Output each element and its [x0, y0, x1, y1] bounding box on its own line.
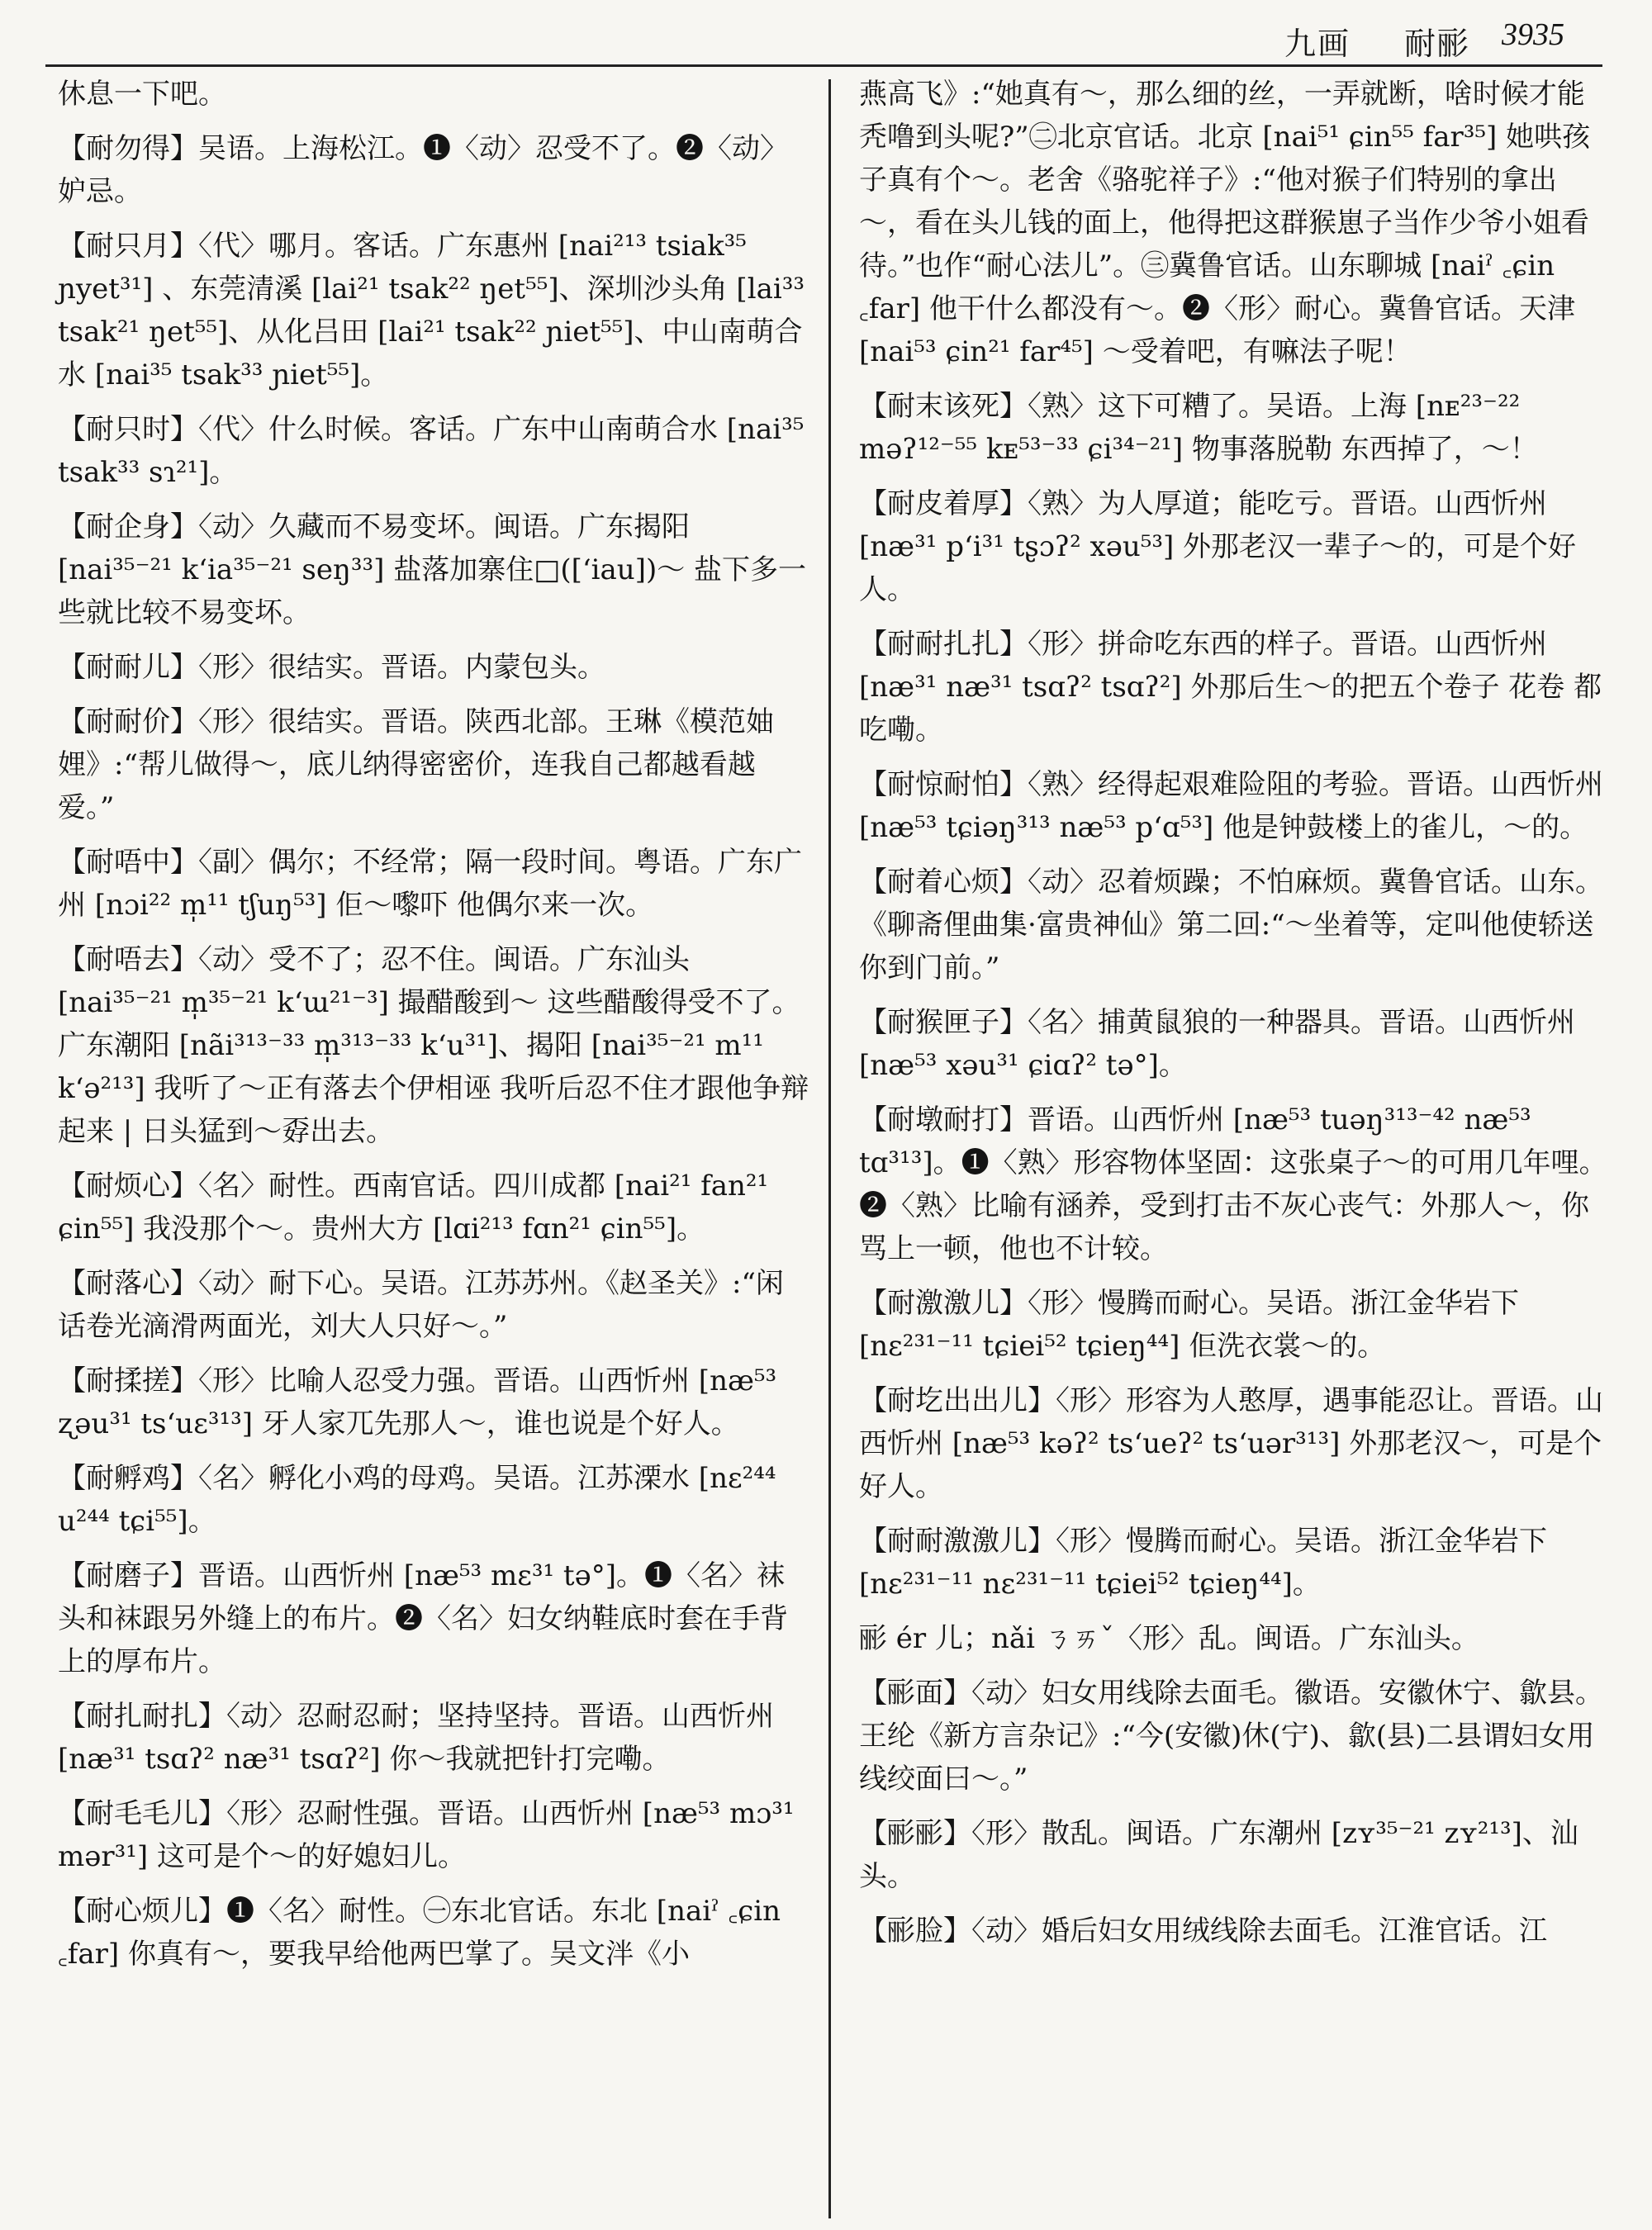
entry: 【耐扎耐扎】〈动〉忍耐忍耐；坚持坚持。晋语。山西忻州 [næ³¹ tsɑʔ² næ³¹ tsɑʔ²] 你～我就把针打完嘞。 [58, 1700, 774, 1776]
entry: 【耐孵鸡】〈名〉孵化小鸡的母鸡。吴语。江苏溧水 [nɛ²⁴⁴ u²⁴⁴ tɕi⁵⁵]。 [58, 1462, 776, 1538]
page-number: 3935 [1502, 17, 1564, 52]
right-column [859, 73, 1611, 1964]
entry: 【耐企身】〈动〉久藏而不易变坏。闽语。广东揭阳 [nai³⁵⁻²¹ kʻia³⁵⁻²¹ seŋ³³] 盐落加寨住□([ʻiau])～ 盐下多一些就比较不易变坏。 [58, 510, 807, 629]
entry: 【耐勿得】吴语。上海松江。❶〈动〉忍受不了。❷〈动〉妒忌。 [58, 132, 788, 208]
entry: 【耐末该死】〈熟〉这下可糟了。吴语。上海 [nᴇ²³⁻²² məʔ¹²⁻⁵⁵ kᴇ⁵³⁻³³ ɕi³⁴⁻²¹] 物事落脱勒 东西掉了，～！ [859, 390, 1538, 466]
entry: 【耐惊耐怕】〈熟〉经得起艰难险阻的考验。晋语。山西忻州 [næ⁵³ tɕiəŋ³¹³ næ⁵³ pʻɑ⁵³] 他是钟鼓楼上的雀儿，～的。 [859, 768, 1603, 844]
entry: 【彨彨】〈形〉散乱。闽语。广东潮州 [zʏ³⁵⁻²¹ zʏ²¹³]、汕头。 [859, 1817, 1578, 1893]
entry: 【耐揉搓】〈形〉比喻人忍受力强。晋语。山西忻州 [næ⁵³ ʐəu³¹ tsʻuɛ³¹³] 牙人家兀先那人～，谁也说是个好人。 [58, 1364, 777, 1440]
left-column [58, 73, 809, 1987]
header-characters: 耐彨 [1404, 26, 1471, 62]
entry: 【耐耐扎扎】〈形〉拼命吃东西的样子。晋语。山西忻州 [næ³¹ næ³¹ tsɑʔ² tsɑʔ²] 外那后生～的把五个卷子 花卷 都吃嘞。 [859, 628, 1602, 747]
entry: 燕高飞》:“她真有～，那么细的丝，一弄就断，啥时候才能秃噜到头呢?”㊁北京官话。北京 [nai⁵¹ ɕin⁵⁵ far³⁵] 她哄孩子真有个～。老舍《骆驼祥子》:“他对猴子们特别的拿出～，看在头儿钱的面上，他得把这群猴崽子当作少爷小姐看待。”也作“耐心法儿”。㊂冀鲁官话。山东聊城 [naiˀ ꜀ɕin ꜀far] 他干什么都没有～。❷〈形〉耐心。冀鲁官话。天津 [nai⁵³ ɕin²¹ far⁴⁵] ～受着吧，有嘛法子呢！ [859, 78, 1591, 368]
entry: 【耐心烦儿】❶〈名〉耐性。㊀东北官话。东北 [naiˀ ꜀ɕin ꜀far] 你真有～，要我早给他两巴掌了。吴文泮《小 [58, 1895, 781, 1971]
entry: 【耐猴匣子】〈名〉捕黄鼠狼的一种器具。晋语。山西忻州 [næ⁵³ xəu³¹ ɕiɑʔ² tə°]。 [859, 1006, 1575, 1082]
entry: 【耐落心】〈动〉耐下心。吴语。江苏苏州。《赵圣关》:“闲话卷光滴滑两面光，刘大人只好～。” [58, 1267, 784, 1343]
entry: 【耐皮着厚】〈熟〉为人厚道；能吃亏。晋语。山西忻州 [næ³¹ pʻi³¹ tʂɔʔ² xəu⁵³] 外那老汉一辈子～的，可是个好人。 [859, 487, 1577, 606]
entry: 【耐唔去】〈动〉受不了；忍不住。闽语。广东汕头 [nai³⁵⁻²¹ m̩³⁵⁻²¹ kʻɯ²¹⁻³] 撮醋酸到～ 这些醋酸得受不了。广东潮阳 [nãi³¹³⁻³³ m̩³¹³⁻³³ kʻu³¹]、揭阳 [nai³⁵⁻²¹ m¹¹ kʻə²¹³] 我听了～正有落去个伊相诬 我听后忍不住才跟他争辩起来 | 日头猛到～孬出去。 [58, 943, 809, 1148]
header-rule [45, 64, 1602, 67]
entry: 【耐耐激激儿】〈形〉慢腾而耐心。吴语。浙江金华岩下 [nɛ²³¹⁻¹¹ nɛ²³¹⁻¹¹ tɕiei⁵² tɕieŋ⁴⁴]。 [859, 1525, 1547, 1601]
entry: 【耐圪出出儿】〈形〉形容为人憨厚，遇事能忍让。晋语。山西忻州 [næ⁵³ kəʔ² tsʻueʔ² tsʻuər³¹³] 外那老汉～，可是个好人。 [859, 1384, 1603, 1503]
entry: 【耐着心烦】〈动〉忍着烦躁；不怕麻烦。冀鲁官话。山东。《聊斋俚曲集·富贵神仙》第二回:“～坐着等，定叫他使轿送你到门前。” [859, 866, 1603, 985]
entry: 休息一下吧。 [58, 78, 226, 111]
entry: 【耐耐儿】〈形〉很结实。晋语。内蒙包头。 [58, 651, 605, 684]
entry: 【彨面】〈动〉妇女用线除去面毛。徽语。安徽休宁、歙县。王纶《新方言杂记》:“今(安徽)休(宁)、歙(县)二县谓妇女用线绞面曰～。” [859, 1677, 1603, 1796]
entry: 【耐墩耐打】晋语。山西忻州 [næ⁵³ tuəŋ³¹³⁻⁴² næ⁵³ tɑ³¹³]。❶〈熟〉形容物体坚固：这张桌子～的可用几年哩。❷〈熟〉比喻有涵养，受到打击不灰心丧气：外那人～，你骂上一顿，他也不计较。 [859, 1103, 1607, 1265]
entry: 【耐激激儿】〈形〉慢腾而耐心。吴语。浙江金华岩下 [nɛ²³¹⁻¹¹ tɕiei⁵² tɕieŋ⁴⁴] 佢洗衣裳～的。 [859, 1287, 1519, 1363]
entry: 【耐只时】〈代〉什么时候。客话。广东中山南萌合水 [nai³⁵ tsak³³ sɿ²¹]。 [58, 413, 805, 489]
entry: 【耐烦心】〈名〉耐性。西南官话。四川成都 [nai²¹ fan²¹ ɕin⁵⁵] 我没那个～。贵州大方 [lɑi²¹³ fɑn²¹ ɕin⁵⁵]。 [58, 1170, 769, 1245]
column-divider [828, 79, 831, 2218]
headword-entry: 彨 ér 儿；nǎi ㄋㄞˇ〈形〉乱。闽语。广东汕头。 [859, 1622, 1479, 1655]
entry: 【耐磨子】晋语。山西忻州 [næ⁵³ mɛ³¹ tə°]。❶〈名〉袜头和袜跟另外缝上的布片。❷〈名〉妇女纳鞋底时套在手背上的厚布片。 [58, 1559, 788, 1678]
section-label: 九画 [1284, 26, 1351, 62]
entry: 【耐唔中】〈副〉偶尔；不经常；隔一段时间。粤语。广东广州 [nɔi²² m̩¹¹ tʃuŋ⁵³] 佢～嚟吓 他偶尔来一次。 [58, 846, 802, 922]
entry: 【耐只月】〈代〉哪月。客话。广东惠州 [nai²¹³ tsiak³⁵ ɲyet³¹] 、东莞清溪 [lai²¹ tsak²² ŋet⁵⁵]、深圳沙头角 [lai³³ tsak²¹ ŋet⁵⁵]、从化吕田 [lai²¹ tsak²² ɲiet⁵⁵]、中山南萌合水 [nai³⁵ tsak³³ ɲiet⁵⁵]。 [58, 230, 805, 391]
entry: 【彨脸】〈动〉婚后妇女用绒线除去面毛。江淮官话。江 [859, 1914, 1547, 1948]
page-header [0, 0, 1652, 66]
entry: 【耐毛毛儿】〈形〉忍耐性强。晋语。山西忻州 [næ⁵³ mɔ³¹ mər³¹] 这可是个～的好媳妇儿。 [58, 1797, 795, 1873]
entry: 【耐耐价】〈形〉很结实。晋语。陕西北部。王琳《模范妯娌》:“帮儿做得～，底儿纳得密密价，连我自己都越看越爱。” [58, 705, 774, 824]
